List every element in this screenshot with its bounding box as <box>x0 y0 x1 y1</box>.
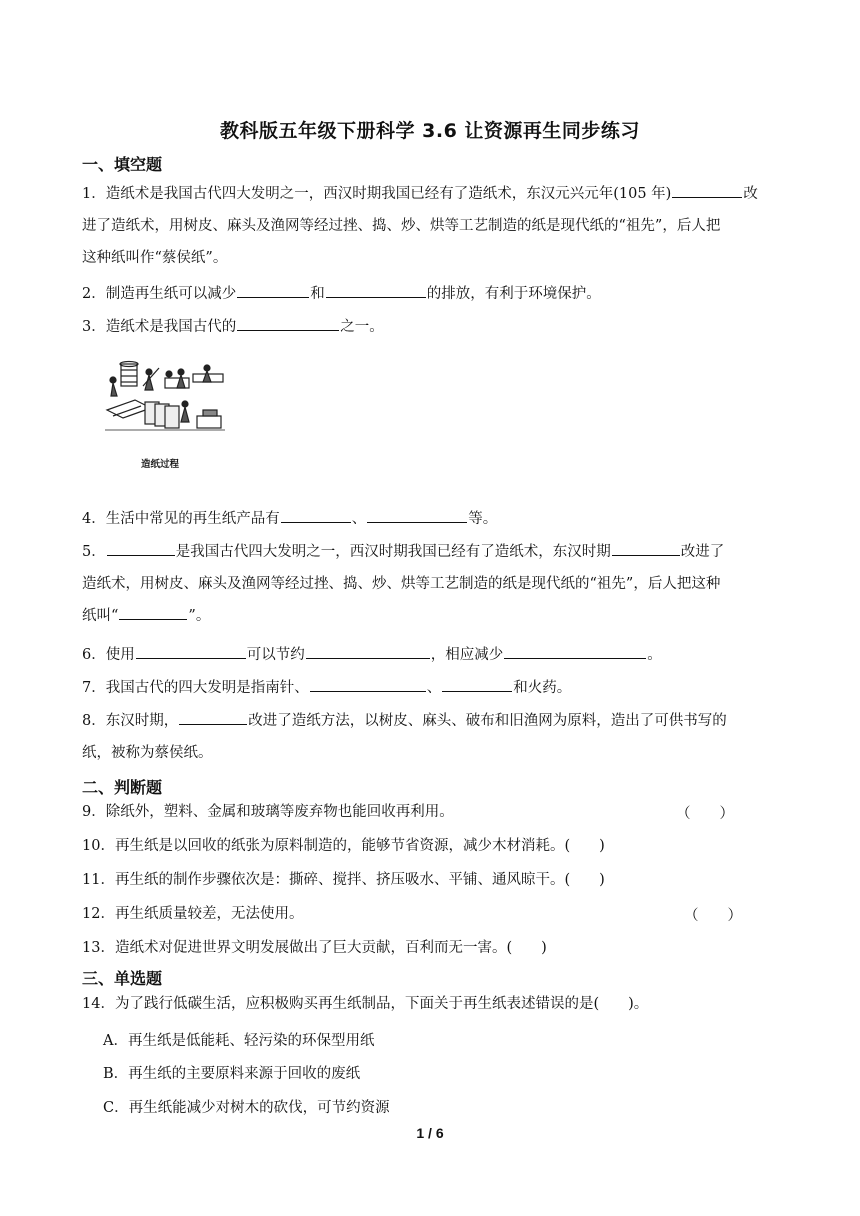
answer-blank[interactable] <box>367 504 467 523</box>
papermaking-illustration <box>103 360 227 444</box>
answer-blank[interactable] <box>326 279 426 298</box>
illustration-caption: 造纸过程 <box>141 459 180 470</box>
option-b[interactable]: B．再生纸的主要原料来源于回收的废纸 <box>103 1066 361 1082</box>
question-12: 12．再生纸质量较差，无法使用。 <box>82 906 304 922</box>
answer-blank[interactable] <box>281 504 351 523</box>
answer-blank[interactable] <box>672 179 742 198</box>
question-3: 3．造纸术是我国古代的 之一。 <box>82 311 782 343</box>
answer-blank[interactable] <box>442 673 512 692</box>
question-13: 13．造纸术对促进世界文明发展做出了巨大贡献，百利而无一害。( ) <box>82 940 547 956</box>
question-11: 11．再生纸的制作步骤依次是：撕碎、搅拌、挤压吸水、平铺、通风晾干。( ) <box>82 872 605 888</box>
question-14: 14．为了践行低碳生活，应积极购买再生纸制品，下面关于再生纸表述错误的是( )。 <box>82 996 649 1012</box>
answer-blank[interactable] <box>119 601 187 620</box>
section-heading-single-choice: 三、单选题 <box>82 969 163 988</box>
question-9: 9．除纸外，塑料、金属和玻璃等废弃物也能回收再利用。 <box>82 804 454 820</box>
question-4: 4．生活中常见的再生纸产品有 、 等。 <box>82 503 782 535</box>
answer-blank[interactable] <box>310 673 426 692</box>
question-10: 10．再生纸是以回收的纸张为原料制造的，能够节省资源，减少木材消耗。( ) <box>82 838 605 854</box>
question-8: 8．东汉时期， 改进了造纸方法，以树皮、麻头、破布和旧渔网为原料，造出了可供书写的 纸，被称为蔡侯纸。 <box>82 705 782 769</box>
option-c[interactable]: C．再生纸能减少对树木的砍伐，可节约资源 <box>103 1100 390 1116</box>
section-heading-true-false: 二、判断题 <box>82 778 163 797</box>
answer-blank[interactable] <box>237 312 339 331</box>
question-5: 5． 是我国古代四大发明之一，西汉时期我国已经有了造纸术，东汉时期 改进了 造纸术，用树皮、麻头及渔网等经过挫、捣、炒、烘等工艺制造的纸是现代纸的“祖先”，后人把这种 纸叫“ ”。 <box>82 536 782 632</box>
answer-blank[interactable] <box>237 279 309 298</box>
page-number: 1 / 6 <box>416 1125 444 1141</box>
question-7: 7．我国古代的四大发明是指南针、 、 和火药。 <box>82 672 782 704</box>
answer-blank[interactable] <box>107 537 175 556</box>
answer-blank[interactable] <box>306 640 430 659</box>
page-title: 教科版五年级下册科学 3.6 让资源再生同步练习 <box>220 120 640 142</box>
question-2: 2．制造再生纸可以减少 和 的排放，有利于环境保护。 <box>82 278 782 310</box>
answer-paren[interactable]: ( ) <box>564 838 605 854</box>
question-1: 1．造纸术是我国古代四大发明之一，西汉时期我国已经有了造纸术，东汉元兴元年(105 年) 改 进了造纸术，用树皮、麻头及渔网等经过挫、捣、炒、烘等工艺制造的纸是现代纸的“祖先”，后人把 这种纸叫作“蔡侯纸”。 <box>82 178 782 274</box>
answer-paren[interactable]: （ ） <box>684 908 742 924</box>
question-6: 6．使用 可以节约 ，相应减少 。 <box>82 639 782 671</box>
option-a[interactable]: A．再生纸是低能耗、轻污染的环保型用纸 <box>103 1033 375 1049</box>
answer-blank[interactable] <box>612 537 680 556</box>
answer-paren[interactable]: （ ） <box>676 806 734 822</box>
answer-blank[interactable] <box>504 640 646 659</box>
answer-blank[interactable] <box>136 640 246 659</box>
section-heading-fill-in: 一、填空题 <box>82 155 163 174</box>
answer-blank[interactable] <box>179 706 247 725</box>
